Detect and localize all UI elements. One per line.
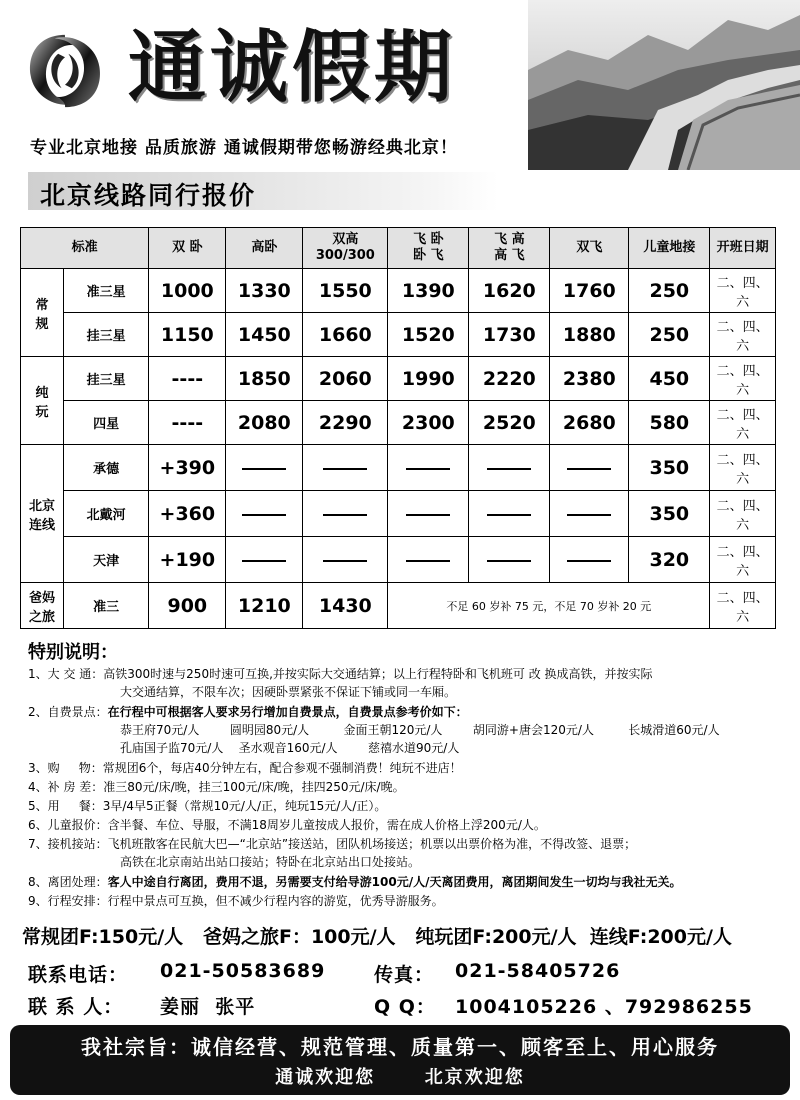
dash-line — [242, 514, 286, 516]
company-motto: 我社宗旨：诚信经营、规范管理、质量第一、顾客至上、用心服务 — [81, 1035, 719, 1059]
price-cell: 1390 — [388, 269, 469, 313]
price-cell: ---- — [149, 357, 226, 401]
category-parents: 爸妈 之旅 — [21, 583, 64, 629]
empty-cell — [388, 445, 469, 491]
header-double-sleeper: 双 卧 — [149, 228, 226, 269]
price-cell: 1520 — [388, 313, 469, 357]
price-cell: 1210 — [226, 583, 303, 629]
note-text: 3早/4早5正餐（常规10元/人/正，纯玩15元/人/正）。 — [102, 799, 387, 813]
dash-line — [406, 514, 450, 516]
header-child: 儿童地接 — [629, 228, 710, 269]
note-text: 在行程中可根据客人要求另行增加自费景点，自费景点参考价如下： — [107, 705, 468, 719]
note-text: 含半餐、车位、导服，不满18周岁儿童按成人报价，需在成人价格上浮200元/人。 — [107, 818, 546, 832]
qq-label: Q Q： — [374, 996, 436, 1018]
price-cell: 1760 — [550, 269, 629, 313]
note-item — [28, 817, 546, 833]
note-key: 3、购 物： — [28, 761, 103, 775]
table-row — [21, 583, 776, 629]
days-cell: 二、四、六 — [710, 583, 776, 629]
child-price-cell: 450 — [629, 357, 710, 401]
row-label: 准三星 — [64, 269, 149, 313]
row-label: 四星 — [64, 401, 149, 445]
note-text: 飞机班散客在民航大巴—“北京站”接送站，团队机场接送；机票以出票价格为准，不得改签、退票； — [107, 837, 637, 851]
dash-line — [242, 560, 286, 562]
note-key: 2、自费景点： — [28, 705, 108, 719]
note-text: 客人中途自行离团，费用不退，另需要支付给导游100元/人/天离团费用，离团期间发生一切均与我社无关。 — [107, 875, 682, 889]
swirl-logo-icon — [22, 28, 108, 114]
fax-number: 021-58405726 — [455, 960, 621, 982]
price-cell: ---- — [149, 401, 226, 445]
note-item — [28, 779, 405, 795]
price-cell: 2520 — [469, 401, 550, 445]
header-standard: 标准 — [21, 228, 149, 269]
row-label: 挂三星 — [64, 313, 149, 357]
note-text: 常规团6个，每店40分钟左右，配合参观不强制消费！纯玩不进店！ — [102, 761, 462, 775]
dash-line — [567, 560, 611, 562]
price-cell: 1550 — [303, 269, 388, 313]
table-row — [21, 491, 776, 537]
price-cell: 1620 — [469, 269, 550, 313]
price-cell: 2680 — [550, 401, 629, 445]
header-fly-high: 飞 高 高 飞 — [469, 228, 550, 269]
child-price-cell: 350 — [629, 445, 710, 491]
contact-person-label: 联 系 人： — [28, 996, 124, 1018]
category-regular: 常 规 — [21, 269, 64, 357]
category-connection: 北京 连线 — [21, 445, 64, 583]
note-text: 行程中景点可互换，但不减少行程内容的游览，优秀导游服务。 — [107, 894, 444, 908]
note-text: 高铁300时速与250时速可互换,并按实际大交通结算；以上行程特卧和飞机班可 改 换成高铁，并按实际 — [103, 667, 653, 681]
child-price-cell: 320 — [629, 537, 710, 583]
table-header-row — [21, 228, 776, 269]
slogan: 专业北京地接 品质旅游 通诚假期带您畅游经典北京！ — [30, 138, 458, 158]
price-cell: 1730 — [469, 313, 550, 357]
note-continuation: 高铁在北京南站出站口接站；特卧在北京站出口处接站。 — [120, 855, 421, 869]
note-item — [28, 874, 681, 890]
empty-cell — [388, 537, 469, 583]
price-cell: 1450 — [226, 313, 303, 357]
category-pure: 纯 玩 — [21, 357, 64, 445]
notes-title: 特别说明： — [28, 642, 118, 663]
empty-cell — [469, 445, 550, 491]
dash-line — [487, 560, 531, 562]
days-cell: 二、四、六 — [710, 537, 776, 583]
note-key: 6、儿童报价： — [28, 818, 108, 832]
note-continuation: 孔庙国子监70元/人 圣水观音160元/人 慈禧水道90元/人 — [120, 741, 460, 755]
great-wall-photo — [528, 0, 800, 170]
qq-number: 1004105226 、792986255 — [455, 996, 753, 1018]
days-cell: 二、四、六 — [710, 269, 776, 313]
price-cell: 2220 — [469, 357, 550, 401]
dash-line — [487, 468, 531, 470]
brand-title: 通诚假期 — [128, 23, 457, 113]
price-cell: +360 — [149, 491, 226, 537]
price-cell: 900 — [149, 583, 226, 629]
price-cell: 2060 — [303, 357, 388, 401]
note-key: 7、接机接站： — [28, 837, 108, 851]
price-cell: 2290 — [303, 401, 388, 445]
fax-label: 传真： — [374, 964, 435, 986]
header-high-sleeper: 高卧 — [226, 228, 303, 269]
child-price-cell: 250 — [629, 313, 710, 357]
price-cell: +190 — [149, 537, 226, 583]
child-price-cell: 580 — [629, 401, 710, 445]
price-cell: 2080 — [226, 401, 303, 445]
note-item — [28, 760, 462, 776]
empty-cell — [550, 491, 629, 537]
dash-line — [567, 468, 611, 470]
dash-line — [406, 468, 450, 470]
age-supplement-note: 不足 60 岁补 75 元，不足 70 岁补 20 元 — [388, 583, 710, 629]
note-text: 准三80元/床/晚，挂三100元/床/晚，挂四250元/床/晚。 — [103, 780, 405, 794]
note-item — [28, 836, 636, 852]
price-cell: 1660 — [303, 313, 388, 357]
price-cell: 1880 — [550, 313, 629, 357]
days-cell: 二、四、六 — [710, 491, 776, 537]
dash-line — [242, 468, 286, 470]
empty-cell — [469, 491, 550, 537]
note-key: 1、大 交 通： — [28, 667, 104, 681]
welcome-text: 通诚欢迎您 北京欢迎您 — [275, 1067, 525, 1088]
price-cell: 2300 — [388, 401, 469, 445]
row-label: 天津 — [64, 537, 149, 583]
price-cell: 1150 — [149, 313, 226, 357]
phone-number: 021-50583689 — [160, 960, 326, 982]
row-label: 准三 — [64, 583, 149, 629]
dash-line — [487, 514, 531, 516]
price-cell: 1430 — [303, 583, 388, 629]
table-row — [21, 445, 776, 491]
empty-cell — [226, 491, 303, 537]
price-cell: 1990 — [388, 357, 469, 401]
child-price-cell: 250 — [629, 269, 710, 313]
table-row — [21, 269, 776, 313]
note-key: 9、行程安排： — [28, 894, 108, 908]
note-item — [28, 666, 653, 682]
table-row — [21, 357, 776, 401]
days-cell: 二、四、六 — [710, 401, 776, 445]
price-cell: 1850 — [226, 357, 303, 401]
table-row — [21, 537, 776, 583]
row-label: 北戴河 — [64, 491, 149, 537]
price-cell: 1000 — [149, 269, 226, 313]
empty-cell — [469, 537, 550, 583]
note-continuation: 恭王府70元/人 圆明园80元/人 金面王朝120元/人 胡同游+唐会120元/人 长城滑道60元/人 — [120, 723, 720, 737]
child-price-cell: 350 — [629, 491, 710, 537]
footer-banner — [10, 1025, 790, 1095]
empty-cell — [226, 445, 303, 491]
note-key: 4、补 房 差： — [28, 780, 104, 794]
note-key: 5、用 餐： — [28, 799, 103, 813]
days-cell: 二、四、六 — [710, 313, 776, 357]
empty-cell — [550, 445, 629, 491]
price-table — [20, 227, 776, 629]
note-item — [28, 704, 468, 720]
dash-line — [567, 514, 611, 516]
fee-summary: 常规团F:150元/人 爸妈之旅F：100元/人 纯玩团F:200元/人 连线F:200元/人 — [22, 926, 732, 948]
price-cell: 1330 — [226, 269, 303, 313]
dash-line — [323, 468, 367, 470]
days-cell: 二、四、六 — [710, 445, 776, 491]
header-days: 开班日期 — [710, 228, 776, 269]
row-label: 挂三星 — [64, 357, 149, 401]
empty-cell — [226, 537, 303, 583]
empty-cell — [303, 537, 388, 583]
dash-line — [406, 560, 450, 562]
empty-cell — [303, 491, 388, 537]
row-label: 承德 — [64, 445, 149, 491]
price-cell: 2380 — [550, 357, 629, 401]
phone-label: 联系电话： — [28, 964, 129, 986]
header-double-fly: 双飞 — [550, 228, 629, 269]
dash-line — [323, 560, 367, 562]
subtitle: 北京线路同行报价 — [40, 181, 257, 210]
header-fly-sleeper: 飞 卧 卧 飞 — [388, 228, 469, 269]
note-continuation: 大交通结算，不限车次；因硬卧票紧张不保证下铺或同一车厢。 — [120, 685, 457, 699]
note-key: 8、离团处理： — [28, 875, 108, 889]
header-double-high: 双高 300/300 — [303, 228, 388, 269]
note-item — [28, 893, 444, 909]
contact-person: 姜丽 张平 — [160, 996, 256, 1018]
table-row — [21, 313, 776, 357]
dash-line — [323, 514, 367, 516]
empty-cell — [550, 537, 629, 583]
empty-cell — [388, 491, 469, 537]
price-cell: +390 — [149, 445, 226, 491]
days-cell: 二、四、六 — [710, 357, 776, 401]
note-item — [28, 798, 386, 814]
table-row — [21, 401, 776, 445]
empty-cell — [303, 445, 388, 491]
